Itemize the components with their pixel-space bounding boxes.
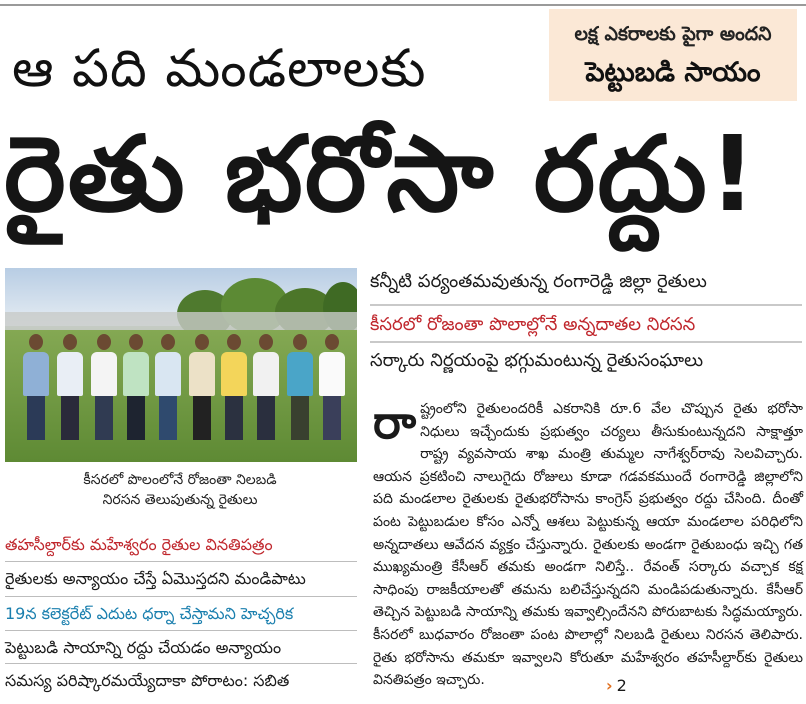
deck-line2: కీసరలో రోజంతా పొలాల్లోనే అన్నదాతల నిరసన xyxy=(370,314,696,335)
summary-item: 19న కలెక్టరేట్ ఎదుట ధర్నా చేస్తామని హెచ్చరిక xyxy=(5,604,294,623)
photo-person xyxy=(189,334,215,440)
summary-divider xyxy=(5,630,357,631)
page-reference[interactable] xyxy=(606,676,627,695)
deck-divider xyxy=(370,341,802,343)
summary-divider xyxy=(5,596,357,597)
side-box-line2: పెట్టుబడి సాయం xyxy=(585,57,761,88)
photo-caption xyxy=(40,470,320,510)
photo-person xyxy=(123,334,149,440)
headline-kicker: ఆ పది మండలాలకు xyxy=(12,39,427,99)
photo-person xyxy=(253,334,279,440)
page-reference-number: 2 xyxy=(616,676,627,695)
photo-person xyxy=(287,334,313,440)
photo-person xyxy=(221,334,247,440)
deck-line3: సర్కారు నిర్ణయంపై భగ్గుమంటున్న రైతుసంఘాలు xyxy=(370,350,704,371)
side-box-line1: లక్ష ఎకరాలకు పైగా అందని xyxy=(574,23,772,45)
deck-divider xyxy=(370,304,802,306)
article-body xyxy=(373,395,803,692)
news-photo xyxy=(5,268,357,462)
deck-line1: కన్నీటి పర్యంతమవుతున్న రంగారెడ్డి జిల్లా రైతులు xyxy=(370,271,707,292)
side-box xyxy=(549,9,797,101)
photo-person xyxy=(91,334,117,440)
summary-item: సమస్య పరిష్కారమయ్యేదాకా పోరాటం: సబిత xyxy=(5,671,290,690)
summary-item: రైతులకు అన్యాయం చేస్తే ఏమొస్తదని మండిపాటు xyxy=(5,569,306,588)
top-rule xyxy=(0,4,806,6)
photo-person xyxy=(23,334,49,440)
photo-person xyxy=(57,334,83,440)
photo-person xyxy=(155,334,181,440)
summary-item: పెట్టుబడి సాయాన్ని రద్దు చేయడం అన్యాయం xyxy=(5,638,282,657)
headline-main: రైతు భరోసా రద్దు! xyxy=(4,113,759,235)
photo-person xyxy=(319,334,345,440)
article-body-text: ష్ట్రంలోని రైతులందరికీ ఎకరానికి రూ.6 వేల చొప్పున రైతు భరోసా నిధులు ఇచ్చేందుకు ప్రభుత్వం చర్యలు తీసుకుంటున్నదని సాక్షాత్తూ రాష్ట్ర వ్యవసాయ శాఖ మంత్రి తుమ్మల నాగేశ్వర్‌రావు సెలవిచ్చారు. ఆయన ప్రకటించి నాలుగైదు రోజులు కూడా గడవకముందే రంగారెడ్డి జిల్లాలోని పది మండలాల రైతులకు రైతుభరోసాను కాంగ్రెస్ ప్రభుత్వం రద్దు చేసింది. దీంతో పంట పెట్టుబడుల కోసం ఎన్నో ఆశలు పెట్టుకున్న ఆయా మండలాల పరిధిలోని అన్నదాతలు ఆవేదన వ్యక్తం చేస్తున్నారు. రైతులకు అండగా రైతుబంధు ఇచ్చి గత ముఖ్యమంత్రి కేసీఆర్ తమకు అండగా నిలిస్తే.. రేవంత్ సర్కారు వచ్చాక కక్ష సాధింపు రాజకీయాలతో తమను బలిచేస్తున్నదని మండిపడుతున్నారు. కేసీఆర్ తెచ్చిన పెట్టుబడి సాయాన్ని తమకు ఇవ్వాల్సిందేనని పోరుబాటకు సిద్ధమయ్యారు. కీసరలో బుధవారం రోజంతా పంట పొలాల్లో నిలబడి రైతులు నిరసన తెలిపారు. రైతు భరోసాను తమకూ ఇవ్వాలని కోరుతూ మహేశ్వరం తహసీల్దార్‌కు రైతులు వినతిపత్రం ఇచ్చారు. xyxy=(373,401,803,689)
drop-cap: రా xyxy=(373,395,417,449)
chevron-right-icon: › xyxy=(606,676,613,695)
summary-divider xyxy=(5,663,357,664)
summary-item: తహసీల్దార్‌కు మహేశ్వరం రైతుల వినతిపత్రం xyxy=(5,535,273,554)
photo-caption-line1: కీసరలో పొలంలోనే రోజంతా నిలబడి xyxy=(83,472,277,488)
photo-caption-line2: నిరసన తెలుపుతున్న రైతులు xyxy=(102,492,258,508)
summary-divider xyxy=(5,561,357,562)
